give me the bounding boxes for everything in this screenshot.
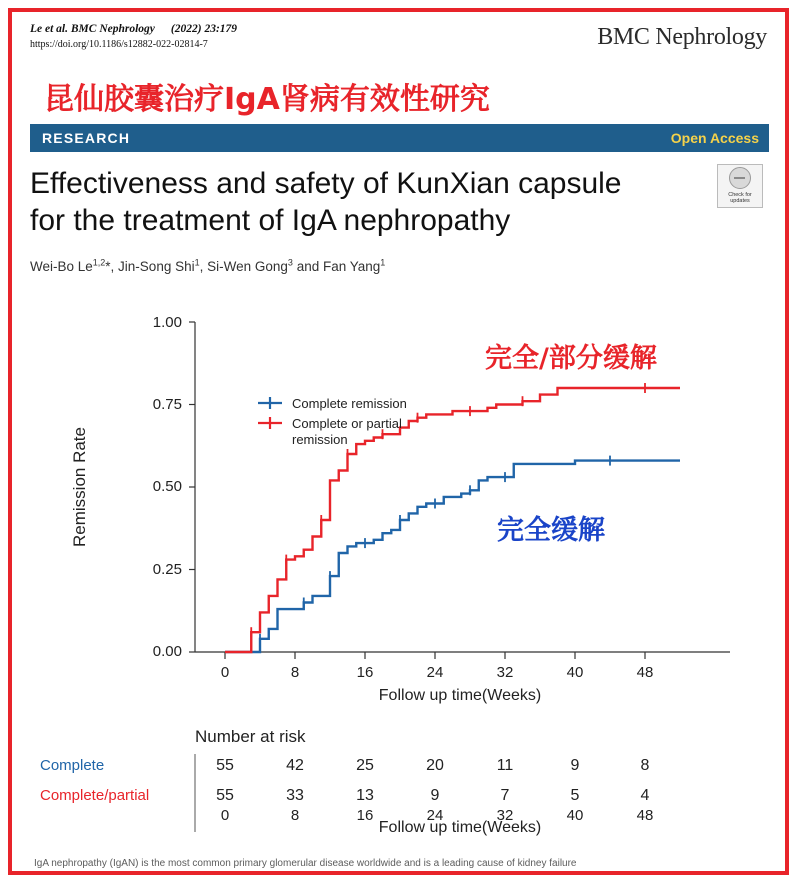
page-header	[30, 22, 767, 68]
header-citation-block	[30, 22, 237, 51]
risk-cell: 55	[216, 786, 234, 804]
risk-cell: 5	[570, 786, 580, 804]
page-content	[12, 12, 785, 871]
article-type-bar	[30, 124, 769, 152]
svg-text:32: 32	[496, 663, 514, 681]
risk-axis-tick: 8	[290, 806, 300, 824]
risk-cell: 9	[430, 786, 440, 804]
risk-cell: 33	[286, 786, 304, 804]
svg-text:Follow up time(Weeks): Follow up time(Weeks)	[378, 818, 542, 836]
risk-cell: 13	[356, 786, 374, 804]
risk-cell: 8	[640, 756, 650, 774]
article-page	[8, 8, 789, 875]
risk-axis-tick: 48	[636, 806, 654, 824]
open-access-label: Open Access	[670, 130, 759, 146]
risk-axis-tick: 24	[426, 806, 444, 824]
risk-axis-tick: 32	[496, 806, 514, 824]
author-list	[30, 257, 767, 274]
risk-row-label: Complete	[40, 756, 105, 774]
journal-citation	[30, 22, 237, 38]
svg-text:1.00: 1.00	[152, 313, 182, 331]
risk-axis-tick: 0	[220, 806, 230, 824]
risk-cell: 20	[426, 756, 444, 774]
svg-text:Remission Rate: Remission Rate	[70, 426, 89, 547]
svg-text:0.00: 0.00	[152, 642, 182, 660]
chinese-overlay-title: 昆仙胶囊治疗IgA肾病有效性研究	[44, 82, 490, 117]
title-line-2: for the treatment of IgA nephropathy	[30, 203, 511, 237]
svg-text:0: 0	[220, 663, 230, 681]
svg-text:16: 16	[356, 663, 374, 681]
citation-volume: (2022) 23:179	[170, 23, 238, 35]
svg-text:Complete remission: Complete remission	[292, 395, 407, 411]
svg-text:remission: remission	[292, 431, 348, 447]
km-curve	[225, 460, 680, 651]
km-plot-svg	[30, 292, 775, 837]
svg-text:8: 8	[290, 663, 300, 681]
svg-text:0.50: 0.50	[152, 477, 182, 495]
title-line-1: Effectiveness and safety of KunXian capsule	[30, 167, 622, 200]
risk-cell: 55	[216, 756, 234, 774]
crossmark-badge[interactable]	[717, 164, 763, 208]
svg-text:48: 48	[636, 663, 654, 681]
svg-text:0.25: 0.25	[152, 560, 182, 578]
risk-row-label: Complete/partial	[40, 786, 150, 804]
risk-cell: 7	[500, 786, 510, 804]
doi-link[interactable]: https://doi.org/10.1186/s12882-022-02814-7	[30, 38, 208, 50]
svg-text:Number at risk: Number at risk	[195, 726, 306, 746]
annotation-complete: 完全缓解	[497, 514, 605, 546]
risk-axis-tick: 16	[356, 806, 374, 824]
risk-axis-tick: 40	[566, 806, 584, 824]
risk-cell: 25	[356, 756, 374, 774]
svg-text:24: 24	[426, 663, 444, 681]
journal-logo: BMC Nephrology	[597, 24, 767, 50]
crossmark-line-1: Check for	[728, 191, 752, 198]
svg-text:Follow up time(Weeks): Follow up time(Weeks)	[378, 686, 542, 704]
risk-cell: 4	[640, 786, 650, 804]
annotation-complete-partial: 完全/部分缓解	[485, 342, 657, 374]
author-names: Wei-Bo Le$^{1,2}$*, Jin-Song Shi$^1$, Si-Wen Gong$^3$ and Fan Yang$^1$	[30, 257, 386, 274]
svg-text:40: 40	[566, 663, 584, 681]
page-title	[30, 166, 630, 239]
article-type-label: RESEARCH	[42, 130, 131, 146]
svg-text:0.75: 0.75	[152, 395, 182, 413]
svg-text:Complete or partial: Complete or partial	[292, 415, 402, 431]
crossmark-line-2: updates	[730, 198, 750, 205]
plot-legend	[258, 396, 407, 447]
risk-cell: 9	[570, 756, 580, 774]
risk-cell: 42	[286, 756, 304, 774]
crossmark-icon	[729, 167, 751, 189]
figure-kaplan-meier	[30, 292, 775, 837]
citation-text: Le et al. BMC Nephrology	[30, 23, 155, 35]
risk-cell: 11	[496, 756, 514, 774]
number-at-risk-table	[40, 727, 653, 836]
footnote-text: IgA nephropathy (IgAN) is the most common primary glomerular disease worldwide and is a leading cause of kidney failure	[34, 858, 577, 869]
